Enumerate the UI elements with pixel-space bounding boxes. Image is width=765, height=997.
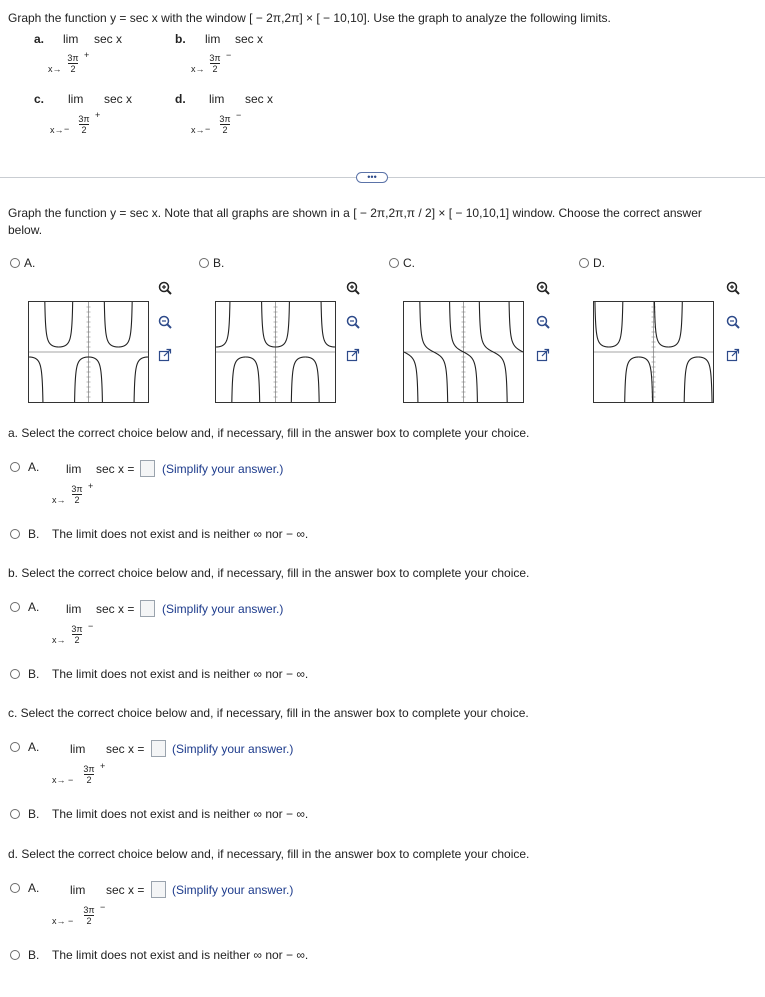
limit-b-side: −: [226, 50, 232, 60]
question-d-den: 2: [86, 916, 92, 926]
question-d-arrow: x→ −: [52, 916, 74, 926]
part2-intro-line1: Graph the function y = sec x. Note that all graphs are shown in a [ − 2π,2π,π / 2] × [ − 10,10,1] window. Choose the correct answer: [8, 206, 702, 220]
question-d-option-b-text: The limit does not exist and is neither ∞ nor − ∞.: [52, 948, 309, 962]
limit-b-arrow: x→: [191, 64, 205, 74]
graph-option-b[interactable]: [215, 301, 336, 403]
limit-d-side: −: [236, 110, 242, 120]
question-a-num: 3π: [71, 484, 83, 494]
question-a-fraction: [70, 484, 84, 505]
graph-d-svg: [594, 302, 713, 402]
question-c-option-b-text: The limit does not exist and is neither ∞ nor − ∞.: [52, 807, 309, 821]
graph-b-zoom-in-icon[interactable]: [346, 281, 360, 295]
limit-d-arrow: x→: [191, 125, 205, 135]
question-b-side: −: [88, 621, 94, 631]
limit-c-side: +: [95, 110, 101, 120]
limit-a-side: +: [84, 50, 90, 60]
graph-option-a-label: A.: [24, 256, 36, 270]
question-a-option-a-label: A.: [28, 460, 40, 474]
graph-option-b-radio[interactable]: [199, 258, 209, 268]
question-d-func: sec x =: [106, 883, 145, 897]
question-b-arrow: x→: [52, 635, 66, 645]
limit-c-letter: c.: [34, 92, 45, 106]
limit-b-func: sec x: [235, 32, 264, 46]
limit-c-sign: −: [64, 124, 70, 134]
question-d-option-b-label: B.: [28, 948, 40, 962]
limit-c-arrow: x→: [50, 125, 64, 135]
question-c-option-a-radio[interactable]: [10, 742, 20, 752]
question-b-prompt: b. Select the correct choice below and, if necessary, fill in the answer box to complete your choice.: [8, 566, 530, 580]
question-d-answer-box[interactable]: [151, 881, 166, 898]
limit-b-den: 2: [212, 64, 218, 74]
question-d-lim: lim: [70, 883, 86, 897]
graph-option-a-radio[interactable]: [10, 258, 20, 268]
question-c-lim: lim: [70, 742, 86, 756]
question-b-option-a-label: A.: [28, 600, 40, 614]
question-a-prompt: a. Select the correct choice below and, if necessary, fill in the answer box to complete your choice.: [8, 426, 530, 440]
graph-c-popout-icon[interactable]: [536, 348, 550, 362]
graph-option-c[interactable]: [403, 301, 524, 403]
question-c-option-b-label: B.: [28, 807, 40, 821]
question-d-option-a-radio[interactable]: [10, 883, 20, 893]
graph-a-zoom-in-icon[interactable]: [158, 281, 172, 295]
graph-option-a[interactable]: [28, 301, 149, 403]
limit-d-num: 3π: [219, 114, 231, 124]
graph-b-svg: [216, 302, 335, 402]
graph-b-popout-icon[interactable]: [346, 348, 360, 362]
graph-c-svg: [404, 302, 523, 402]
question-c-option-a-label: A.: [28, 740, 40, 754]
limit-d-fraction: [218, 114, 232, 135]
question-d-num: 3π: [83, 905, 95, 915]
question-a-arrow: x→: [52, 495, 66, 505]
graph-a-svg: [29, 302, 148, 402]
question-a-option-b-label: B.: [28, 527, 40, 541]
question-a-func: sec x =: [96, 462, 135, 476]
limit-d-sign: −: [205, 124, 211, 134]
question-c-hint: (Simplify your answer.): [172, 742, 294, 756]
question-d-fraction: [82, 905, 96, 926]
question-b-option-a-radio[interactable]: [10, 602, 20, 612]
limit-a-den: 2: [70, 64, 76, 74]
limit-d-letter: d.: [175, 92, 186, 106]
graph-d-popout-icon[interactable]: [726, 348, 740, 362]
question-b-fraction: [70, 624, 84, 645]
question-a-option-b-text: The limit does not exist and is neither ∞ nor − ∞.: [52, 527, 309, 541]
question-d-option-a-label: A.: [28, 881, 40, 895]
question-a-option-a-radio[interactable]: [10, 462, 20, 472]
question-b-option-b-radio[interactable]: [10, 669, 20, 679]
question-d-side: −: [100, 902, 106, 912]
limit-a-arrow: x→: [48, 64, 62, 74]
question-d-option-b-radio[interactable]: [10, 950, 20, 960]
question-c-num: 3π: [83, 764, 95, 774]
graph-option-d-radio[interactable]: [579, 258, 589, 268]
limit-c-den: 2: [81, 125, 87, 135]
question-b-option-b-text: The limit does not exist and is neither ∞ nor − ∞.: [52, 667, 309, 681]
question-b-option-b-label: B.: [28, 667, 40, 681]
limit-c-fraction: [77, 114, 91, 135]
question-c-side: +: [100, 761, 106, 771]
question-d-hint: (Simplify your answer.): [172, 883, 294, 897]
graph-option-c-label: C.: [403, 256, 415, 270]
question-a-hint: (Simplify your answer.): [162, 462, 284, 476]
limit-a-fraction: [66, 53, 80, 74]
question-c-option-b-radio[interactable]: [10, 809, 20, 819]
graph-b-zoom-out-icon[interactable]: [346, 315, 360, 329]
limit-a-func: sec x: [94, 32, 123, 46]
question-b-answer-box[interactable]: [140, 600, 155, 617]
question-b-lim: lim: [66, 602, 82, 616]
question-a-answer-box[interactable]: [140, 460, 155, 477]
graph-option-d-label: D.: [593, 256, 605, 270]
graph-c-zoom-out-icon[interactable]: [536, 315, 550, 329]
expand-dots-button[interactable]: •••: [356, 172, 388, 183]
graph-d-zoom-out-icon[interactable]: [726, 315, 740, 329]
question-b-func: sec x =: [96, 602, 135, 616]
limit-c-func: sec x: [104, 92, 133, 106]
limit-b-letter: b.: [175, 32, 186, 46]
limit-c-lim: lim: [68, 92, 84, 106]
question-d-prompt: d. Select the correct choice below and, if necessary, fill in the answer box to complete your choice.: [8, 847, 530, 861]
graph-a-zoom-out-icon[interactable]: [158, 315, 172, 329]
question-c-prompt: c. Select the correct choice below and, if necessary, fill in the answer box to complete your choice.: [8, 706, 529, 720]
limit-d-func: sec x: [245, 92, 274, 106]
limit-d-lim: lim: [209, 92, 225, 106]
question-c-den: 2: [86, 775, 92, 785]
part1-intro: Graph the function y = sec x with the window [ − 2π,2π] × [ − 10,10]. Use the graph to analyze the following limits.: [8, 11, 611, 25]
graph-option-c-radio[interactable]: [389, 258, 399, 268]
question-a-lim: lim: [66, 462, 82, 476]
limit-a-letter: a.: [34, 32, 45, 46]
question-a-option-b-radio[interactable]: [10, 529, 20, 539]
graph-d-zoom-in-icon[interactable]: [726, 281, 740, 295]
question-b-den: 2: [74, 635, 80, 645]
limit-a-num: 3π: [67, 53, 79, 63]
question-c-arrow: x→ −: [52, 775, 74, 785]
limit-b-lim: lim: [205, 32, 221, 46]
question-c-func: sec x =: [106, 742, 145, 756]
limit-b-fraction: [208, 53, 222, 74]
part2-intro-line2: below.: [8, 223, 43, 237]
graph-a-popout-icon[interactable]: [158, 348, 172, 362]
question-c-fraction: [82, 764, 96, 785]
limit-c-num: 3π: [78, 114, 90, 124]
question-a-den: 2: [74, 495, 80, 505]
graph-c-zoom-in-icon[interactable]: [536, 281, 550, 295]
limit-d-den: 2: [222, 125, 228, 135]
question-b-hint: (Simplify your answer.): [162, 602, 284, 616]
limit-a-lim: lim: [63, 32, 79, 46]
question-a-side: +: [88, 481, 94, 491]
question-b-num: 3π: [71, 624, 83, 634]
graph-option-d[interactable]: [593, 301, 714, 403]
graph-option-b-label: B.: [213, 256, 225, 270]
limit-b-num: 3π: [209, 53, 221, 63]
question-c-answer-box[interactable]: [151, 740, 166, 757]
